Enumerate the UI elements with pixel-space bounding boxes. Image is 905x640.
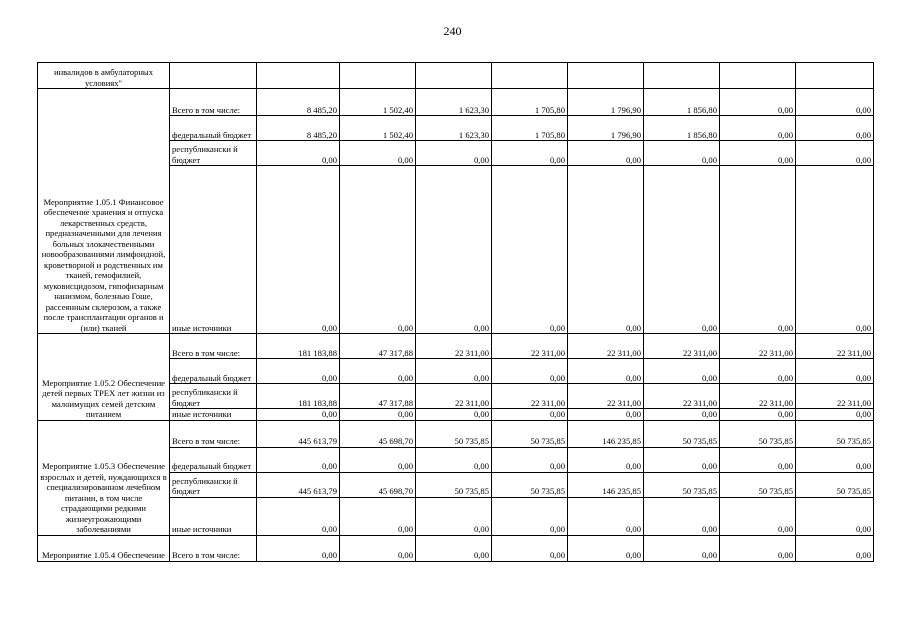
funding-source: федеральный бюджет (170, 447, 257, 472)
amount-cell: 1 502,40 (340, 89, 416, 116)
measure-name: Мероприятие 1.05.1 Финансовое обеспечение хранения и отпуска лекарственных средств, предназначенными для лечения больных злокачественными новообразованиями лимфоидной, кроветворной и родственных им тканей, гемофилией, муковисцидозом, гипофизарным нанизмом, болезнью Гоше, рассеянным склерозом, а также после трансплантации органов и (или) тканей (38, 89, 170, 334)
amount-cell (720, 63, 796, 89)
funding-source: федеральный бюджет (170, 359, 257, 384)
funding-source: иные источники (170, 497, 257, 535)
amount-cell: 146 235,85 (568, 472, 644, 497)
amount-cell: 181 183,88 (257, 334, 340, 359)
amount-cell: 0,00 (257, 535, 340, 561)
measure-name: Мероприятие 1.05.2 Обеспечение детей первых ТРЕХ лет жизни из малоимущих семей детским питанием (38, 334, 170, 421)
amount-cell: 1 623,30 (416, 89, 492, 116)
amount-cell: 0,00 (644, 409, 720, 421)
amount-cell: 0,00 (796, 447, 874, 472)
amount-cell: 181 183,88 (257, 384, 340, 409)
amount-cell: 0,00 (340, 497, 416, 535)
amount-cell: 1 502,40 (340, 116, 416, 141)
amount-cell: 0,00 (720, 141, 796, 166)
amount-cell: 0,00 (568, 447, 644, 472)
amount-cell: 50 735,85 (796, 472, 874, 497)
amount-cell: 0,00 (644, 497, 720, 535)
amount-cell: 0,00 (257, 166, 340, 334)
amount-cell: 8 485,20 (257, 116, 340, 141)
amount-cell: 0,00 (257, 497, 340, 535)
amount-cell: 50 735,85 (492, 472, 568, 497)
amount-cell: 50 735,85 (720, 420, 796, 447)
funding-source: иные источники (170, 166, 257, 334)
table-row (38, 535, 874, 561)
amount-cell (644, 63, 720, 89)
amount-cell: 22 311,00 (644, 334, 720, 359)
funding-source: Всего в том числе: (170, 420, 257, 447)
amount-cell (568, 63, 644, 89)
funding-source: иные источники (170, 409, 257, 421)
table-row (38, 63, 874, 89)
amount-cell: 0,00 (492, 497, 568, 535)
amount-cell: 0,00 (568, 166, 644, 334)
amount-cell: 0,00 (492, 409, 568, 421)
amount-cell: 0,00 (340, 447, 416, 472)
funding-source: Всего в том числе: (170, 535, 257, 561)
measure-name: Мероприятие 1.05.3 Обеспечение взрослых и детей, нуждающихся в специализированном лечебном питании, в том числе страдающими редкими жизнеугрожающими заболеваниями (38, 420, 170, 535)
amount-cell: 0,00 (720, 116, 796, 141)
amount-cell: 0,00 (492, 166, 568, 334)
amount-cell: 0,00 (492, 535, 568, 561)
measure-name: Мероприятие 1.05.4 Обеспечение (38, 535, 170, 561)
amount-cell: 1 796,90 (568, 89, 644, 116)
amount-cell: 0,00 (720, 497, 796, 535)
amount-cell: 0,00 (257, 141, 340, 166)
amount-cell: 0,00 (644, 166, 720, 334)
funding-source: Всего в том числе: (170, 334, 257, 359)
amount-cell: 50 735,85 (720, 472, 796, 497)
amount-cell: 0,00 (644, 447, 720, 472)
amount-cell: 0,00 (568, 359, 644, 384)
amount-cell: 0,00 (340, 359, 416, 384)
amount-cell: 0,00 (416, 141, 492, 166)
funding-source: республикански й бюджет (170, 141, 257, 166)
amount-cell: 45 698,70 (340, 472, 416, 497)
amount-cell: 0,00 (720, 535, 796, 561)
table-row (38, 420, 874, 447)
amount-cell: 22 311,00 (720, 384, 796, 409)
amount-cell: 0,00 (796, 535, 874, 561)
table-row (38, 334, 874, 359)
amount-cell: 0,00 (492, 141, 568, 166)
amount-cell: 0,00 (340, 535, 416, 561)
amount-cell: 0,00 (568, 535, 644, 561)
amount-cell: 0,00 (796, 359, 874, 384)
amount-cell: 0,00 (416, 166, 492, 334)
amount-cell: 1 705,80 (492, 116, 568, 141)
amount-cell: 50 735,85 (796, 420, 874, 447)
amount-cell: 50 735,85 (492, 420, 568, 447)
amount-cell: 0,00 (568, 141, 644, 166)
amount-cell: 0,00 (568, 497, 644, 535)
amount-cell: 45 698,70 (340, 420, 416, 447)
funding-source: Всего в том числе: (170, 89, 257, 116)
amount-cell (257, 63, 340, 89)
amount-cell: 0,00 (796, 141, 874, 166)
amount-cell: 0,00 (568, 409, 644, 421)
amount-cell: 1 856,80 (644, 116, 720, 141)
amount-cell: 47 317,88 (340, 384, 416, 409)
amount-cell (796, 63, 874, 89)
amount-cell (340, 63, 416, 89)
amount-cell: 22 311,00 (644, 384, 720, 409)
amount-cell: 0,00 (416, 497, 492, 535)
amount-cell: 0,00 (416, 409, 492, 421)
amount-cell: 0,00 (257, 447, 340, 472)
funding-source: федеральный бюджет (170, 116, 257, 141)
amount-cell: 0,00 (796, 497, 874, 535)
amount-cell: 22 311,00 (568, 334, 644, 359)
funding-source (170, 63, 257, 89)
amount-cell: 1 623,30 (416, 116, 492, 141)
funding-source: республикански й бюджет (170, 472, 257, 497)
amount-cell: 47 317,88 (340, 334, 416, 359)
amount-cell: 50 735,85 (416, 472, 492, 497)
budget-table (37, 62, 874, 562)
amount-cell: 0,00 (416, 359, 492, 384)
amount-cell: 0,00 (257, 359, 340, 384)
amount-cell: 1 796,90 (568, 116, 644, 141)
amount-cell: 0,00 (644, 359, 720, 384)
amount-cell: 50 735,85 (416, 420, 492, 447)
amount-cell: 8 485,20 (257, 89, 340, 116)
amount-cell: 0,00 (492, 447, 568, 472)
amount-cell: 0,00 (720, 359, 796, 384)
amount-cell: 22 311,00 (492, 384, 568, 409)
amount-cell: 1 856,80 (644, 89, 720, 116)
page-number: 240 (443, 24, 462, 38)
amount-cell: 22 311,00 (416, 334, 492, 359)
amount-cell: 0,00 (720, 447, 796, 472)
amount-cell: 22 311,00 (796, 334, 874, 359)
amount-cell: 0,00 (720, 89, 796, 116)
amount-cell: 0,00 (340, 141, 416, 166)
amount-cell: 50 735,85 (644, 420, 720, 447)
amount-cell: 0,00 (720, 166, 796, 334)
amount-cell: 445 613,79 (257, 420, 340, 447)
amount-cell: 22 311,00 (568, 384, 644, 409)
amount-cell: 1 705,80 (492, 89, 568, 116)
amount-cell: 22 311,00 (416, 384, 492, 409)
amount-cell: 0,00 (416, 447, 492, 472)
funding-source: республикански й бюджет (170, 384, 257, 409)
amount-cell: 22 311,00 (720, 334, 796, 359)
amount-cell: 22 311,00 (492, 334, 568, 359)
amount-cell: 0,00 (416, 535, 492, 561)
amount-cell: 0,00 (257, 409, 340, 421)
amount-cell: 50 735,85 (644, 472, 720, 497)
amount-cell: 0,00 (796, 116, 874, 141)
measure-name: инвалидов в амбулаторных условиях" (38, 63, 170, 89)
amount-cell: 0,00 (644, 141, 720, 166)
table-row (38, 89, 874, 116)
amount-cell: 445 613,79 (257, 472, 340, 497)
amount-cell: 0,00 (340, 166, 416, 334)
amount-cell (416, 63, 492, 89)
amount-cell: 0,00 (796, 166, 874, 334)
amount-cell: 0,00 (796, 89, 874, 116)
amount-cell: 146 235,85 (568, 420, 644, 447)
amount-cell (492, 63, 568, 89)
amount-cell: 0,00 (492, 359, 568, 384)
amount-cell: 0,00 (720, 409, 796, 421)
amount-cell: 22 311,00 (796, 384, 874, 409)
amount-cell: 0,00 (340, 409, 416, 421)
amount-cell: 0,00 (644, 535, 720, 561)
amount-cell: 0,00 (796, 409, 874, 421)
